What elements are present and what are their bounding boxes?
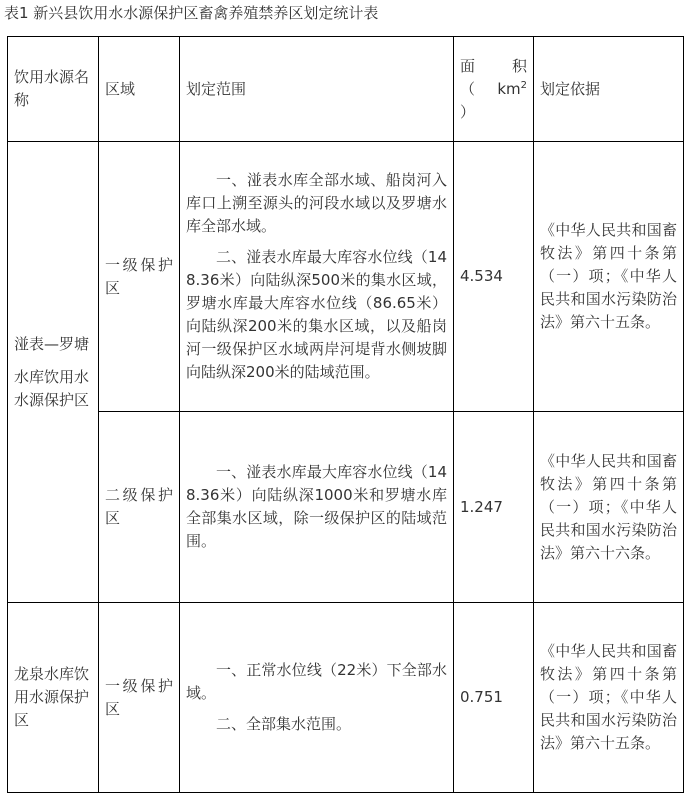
source-name-cell	[8, 603, 99, 793]
header-area-unit-close: ）	[460, 102, 476, 121]
scope-paragraph: 二、湴表水库最大库容水位线（148.36米）向陆纵深500米的集水区域，罗塘水库最大库容水位线（86.65米）向陆纵深200米的集水区域，以及船岗河一级保护区水域两岸河堤背水侧坡脚向陆纵深200米的陆域范围。	[186, 248, 447, 381]
region-cell: 二级保护区	[99, 412, 180, 603]
table-row	[8, 603, 684, 793]
table-row	[8, 142, 684, 412]
scope-paragraph: 一、正常水位线（22米）下全部水域。	[186, 661, 447, 702]
header-basis-text: 划定依据	[540, 79, 601, 98]
area-cell: 0.751	[454, 603, 534, 793]
header-scope	[180, 37, 454, 142]
area-cell: 4.534	[454, 142, 534, 412]
scope-cell	[180, 412, 454, 603]
header-region-text: 区域	[105, 79, 136, 98]
scope-cell	[180, 142, 454, 412]
header-scope-text: 划定范围	[186, 79, 247, 98]
table-row	[8, 412, 684, 603]
header-area-label: 面 积	[460, 56, 527, 75]
header-row	[8, 37, 684, 142]
source-name-line: 湴表—罗塘	[14, 334, 90, 353]
header-area	[454, 37, 534, 142]
region-cell: 一级保护区	[99, 603, 180, 793]
source-name-line: 水库饮用水水源保护区	[14, 367, 90, 409]
area-cell: 1.247	[454, 412, 534, 603]
region-cell: 一级保护区	[99, 142, 180, 412]
header-region	[99, 37, 180, 142]
header-name-text: 饮用水源名称	[14, 68, 90, 109]
table-caption: 表1 新兴县饮用水水源保护区畜禽养殖禁养区划定统计表	[4, 4, 379, 22]
basis-cell: 《中华人民共和国畜牧法》第四十条第（一）项；《中华人民共和国水污染防治法》第六十五条。	[534, 142, 684, 412]
scope-cell	[180, 603, 454, 793]
header-basis	[534, 37, 684, 142]
scope-paragraph: 一、湴表水库全部水域、船岗河入库口上溯至源头的河段水域以及罗塘水库全部水域。	[186, 171, 447, 235]
scope-paragraph: 二、全部集水范围。	[216, 715, 352, 733]
basis-cell: 《中华人民共和国畜牧法》第四十条第（一）项；《中华人民共和国水污染防治法》第六十五条。	[534, 603, 684, 793]
area-unit-text: （ km	[460, 79, 521, 98]
scope-paragraph: 一、湴表水库最大库容水位线（148.36米）向陆纵深1000米和罗塘水库全部集水区域，除一级保护区的陆域范围。	[186, 463, 447, 550]
basis-cell: 《中华人民共和国畜牧法》第四十条第（一）项；《中华人民共和国水污染防治法》第六十六条。	[534, 412, 684, 603]
header-name	[8, 37, 99, 142]
area-unit-superscript: 2	[520, 79, 527, 91]
protection-zone-table	[7, 36, 684, 793]
source-name-line: 龙泉水库饮用水源保护区	[14, 665, 90, 729]
header-area-unit	[460, 78, 527, 101]
source-name-cell	[8, 142, 99, 603]
